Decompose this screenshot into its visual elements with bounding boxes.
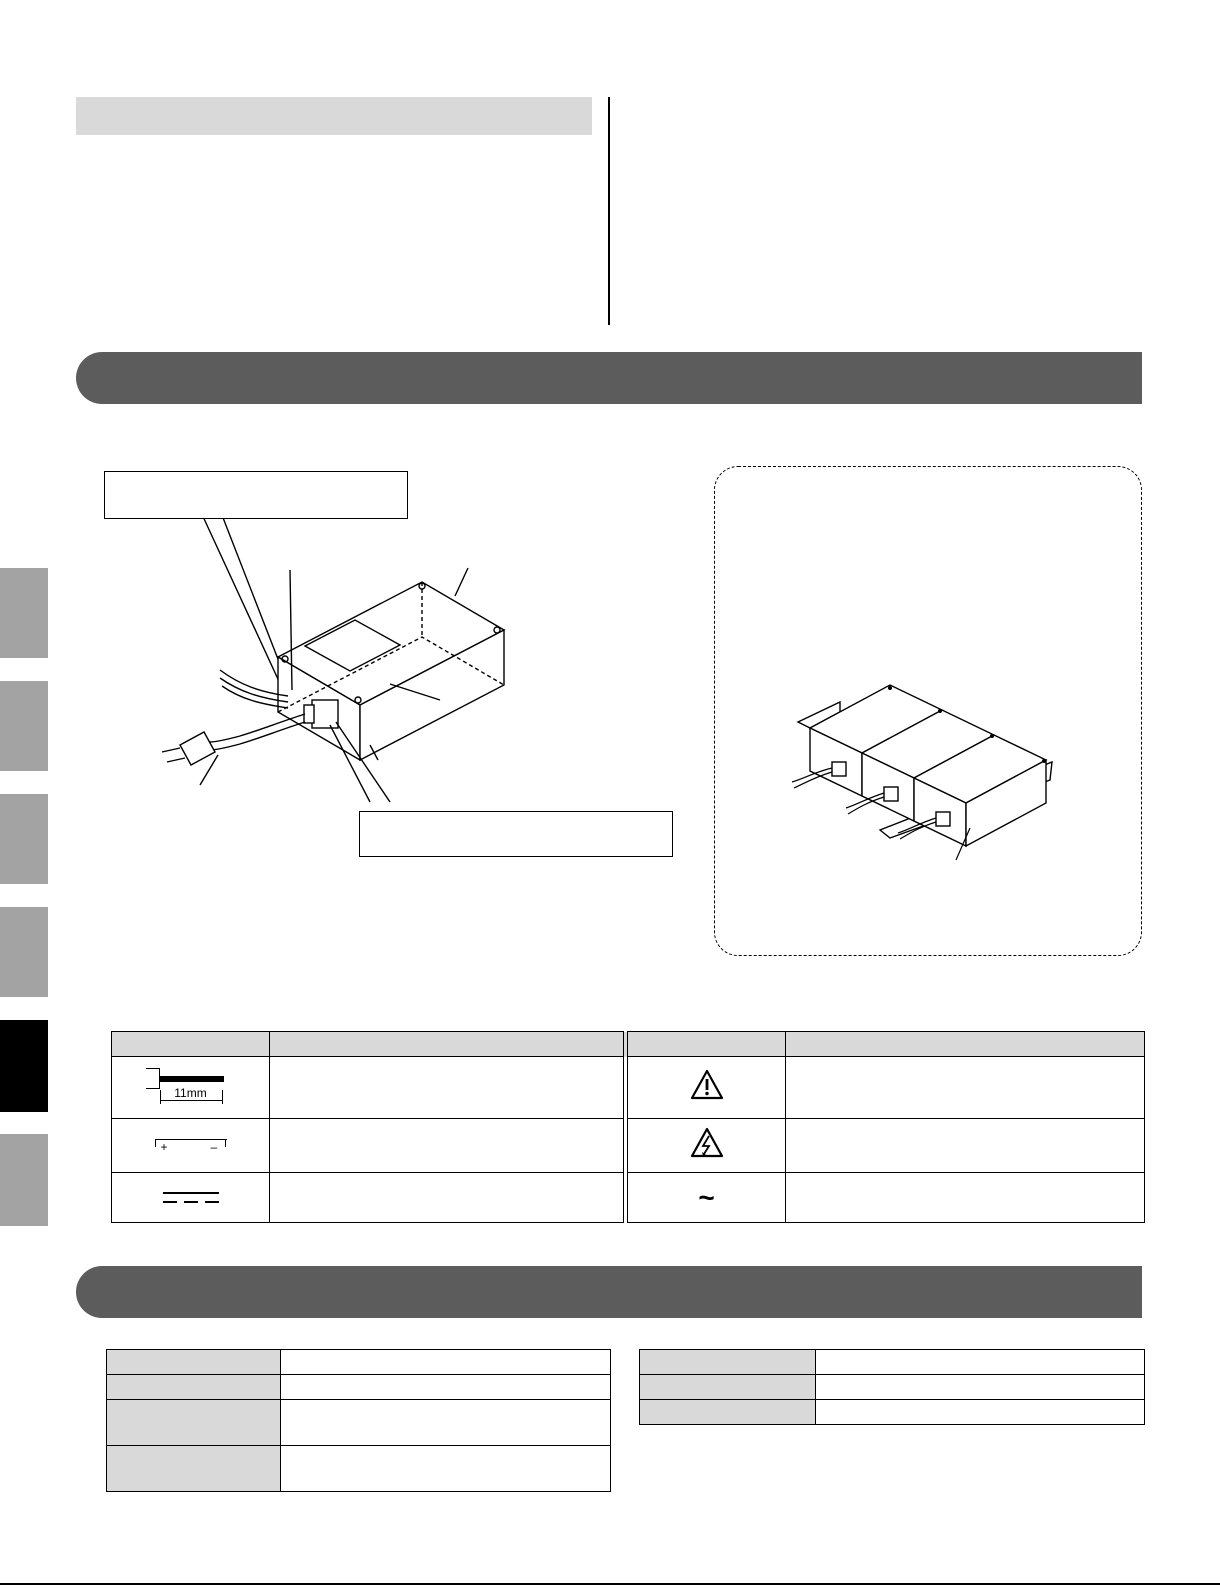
side-tab-6[interactable] <box>0 1134 48 1226</box>
table-row <box>640 1350 1145 1375</box>
spec-key-cell <box>107 1350 281 1375</box>
side-tab-1[interactable] <box>0 568 48 658</box>
meaning-cell <box>270 1119 624 1173</box>
spec-key-cell <box>640 1375 816 1400</box>
symbols-table-header <box>112 1032 1145 1057</box>
ac-symbol-cell <box>628 1173 786 1223</box>
side-tab-5-active[interactable] <box>0 1020 48 1112</box>
strip-length-icon <box>146 1064 236 1112</box>
spec-value-cell <box>816 1400 1145 1425</box>
side-tab-4[interactable] <box>0 907 48 997</box>
table-row <box>640 1375 1145 1400</box>
strip-length-label: 11mm <box>174 1085 207 1100</box>
table-row <box>107 1375 611 1400</box>
table-row <box>107 1446 611 1492</box>
side-tab-3[interactable] <box>0 794 48 884</box>
plus-sign: + <box>160 1139 168 1154</box>
spec-value-cell <box>816 1350 1145 1375</box>
spec-value-cell <box>816 1375 1145 1400</box>
shock-symbol-cell <box>628 1119 786 1173</box>
meaning-cell <box>786 1173 1145 1223</box>
dc-symbol-cell <box>112 1173 270 1223</box>
polarity-icon <box>155 1137 227 1155</box>
power-supply-illustration <box>100 460 690 860</box>
page-bottom-rule <box>0 1583 1220 1585</box>
spec-value-cell <box>281 1400 611 1446</box>
spec-value-cell <box>281 1375 611 1400</box>
strip-length-symbol-cell <box>112 1057 270 1119</box>
meaning-cell <box>786 1119 1145 1173</box>
spec-table-left <box>106 1349 611 1492</box>
meaning-cell <box>270 1173 624 1223</box>
top-section-title-bar <box>76 97 592 135</box>
spec-key-cell <box>107 1446 281 1492</box>
spec-key-cell <box>107 1375 281 1400</box>
ac-symbol-icon: ~ <box>698 1181 715 1213</box>
table-row <box>107 1350 611 1375</box>
warning-triangle-icon <box>690 1069 724 1101</box>
spec-key-cell <box>107 1400 281 1446</box>
side-tab-2[interactable] <box>0 681 48 771</box>
warning-symbol-cell <box>628 1057 786 1119</box>
callout-box-terminal <box>104 471 408 519</box>
section-header-specifications <box>76 1266 1142 1318</box>
dc-symbol-icon <box>163 1190 219 1206</box>
polarity-symbol-cell <box>112 1119 270 1173</box>
stacked-units-illustration <box>780 680 1080 880</box>
spec-value-cell <box>281 1350 611 1375</box>
table-row <box>112 1173 1145 1223</box>
electric-shock-icon <box>690 1127 724 1159</box>
column-divider <box>608 97 610 325</box>
meaning-cell <box>786 1057 1145 1119</box>
table-row <box>112 1057 1145 1119</box>
table-row <box>107 1400 611 1446</box>
spec-key-cell <box>640 1350 816 1375</box>
table-row <box>112 1119 1145 1173</box>
header-cell-symbol-left <box>112 1032 270 1057</box>
header-cell-meaning-left <box>270 1032 624 1057</box>
header-cell-meaning-right <box>786 1032 1145 1057</box>
section-header-installation <box>76 352 1142 404</box>
table-row <box>640 1400 1145 1425</box>
callout-box-power-cord <box>359 811 673 857</box>
spec-value-cell <box>281 1446 611 1492</box>
header-cell-symbol-right <box>628 1032 786 1057</box>
spec-table-right <box>639 1349 1145 1425</box>
symbols-table <box>111 1031 1145 1223</box>
spec-key-cell <box>640 1400 816 1425</box>
minus-sign: – <box>210 1139 218 1154</box>
meaning-cell <box>270 1057 624 1119</box>
